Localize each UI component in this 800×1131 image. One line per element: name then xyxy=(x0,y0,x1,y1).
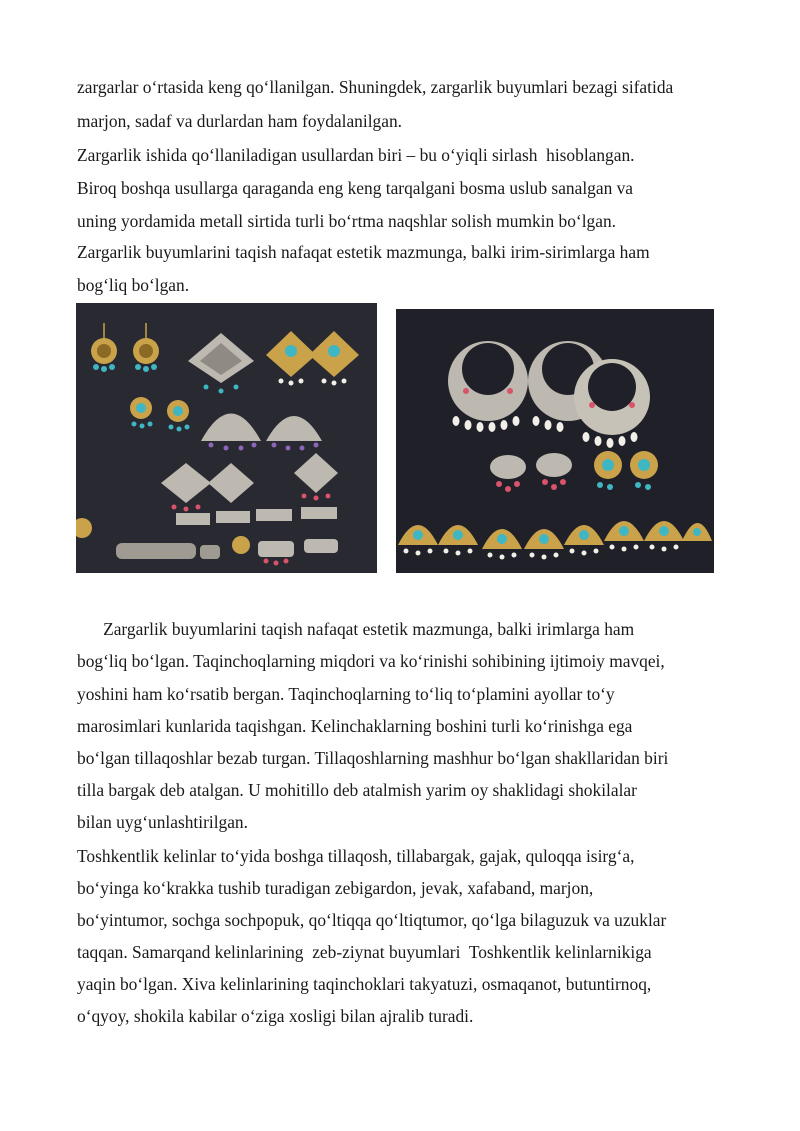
text-line: tilla bargak deb atalgan. U mohitillo deb atalmish yarim oy shaklidagi shokilalar xyxy=(77,780,637,800)
text-line: bo‘yintumor, sochga sochpopuk, qo‘ltiqqa qo‘ltiqtumor, qo‘lga bilaguzuk va uzuklar xyxy=(77,910,667,930)
text-line: bo‘yinga ko‘krakka tushib turadigan zebigardon, jevak, xafaband, marjon, xyxy=(77,878,594,898)
text-line: bilan uyg‘unlashtirilgan. xyxy=(77,812,248,832)
text-line: bog‘liq bo‘lgan. xyxy=(77,275,190,295)
earrings-photo-right xyxy=(396,309,714,573)
earrings-photo-left xyxy=(76,303,377,573)
text-line: Biroq boshqa usullarga qaraganda eng keng tarqalgani bosma uslub sanalgan va xyxy=(77,178,634,198)
text-line: uning yordamida metall sirtida turli bo‘rtma naqshlar solish mumkin bo‘lgan. xyxy=(77,211,617,231)
text-line: zargarlar o‘rtasida keng qo‘llanilgan. Shuningdek, zargarlik buyumlari bezagi sifatida xyxy=(77,77,674,97)
text-line: Zargarlik ishida qo‘llaniladigan usullardan biri – bu o‘yiqli sirlash hisoblangan. xyxy=(77,145,635,165)
text-line: o‘qyoy, shokila kabilar o‘ziga xosligi bilan ajralib turadi. xyxy=(77,1006,474,1026)
text-line: Toshkentlik kelinlar to‘yida boshga tillaqosh, tillabargak, gajak, quloqqa isirg‘a, xyxy=(77,846,635,866)
text-line: Zargarlik buyumlarini taqish nafaqat estetik mazmunga, balki irimlarga ham xyxy=(77,619,635,639)
text-line: marjon, sadaf va durlardan ham foydalanilgan. xyxy=(77,111,402,131)
text-line: Zargarlik buyumlarini taqish nafaqat estetik mazmunga, balki irim-sirimlarga ham xyxy=(77,242,650,262)
text-line: bog‘liq bo‘lgan. Taqinchoqlarning miqdori va ko‘rinishi sohibining ijtimoiy mavqei, xyxy=(77,651,665,671)
text-line: marosimlari kunlarida taqishgan. Kelinchaklarning boshini turli ko‘rinishga ega xyxy=(77,716,633,736)
text-line: yaqin bo‘lgan. Xiva kelinlarining taqinchoklari takyatuzi, osmaqanot, butuntirnoq, xyxy=(77,974,652,994)
text-line: yoshini ham ko‘rsatib bergan. Taqinchoqlarning to‘liq to‘plamini ayollar to‘y xyxy=(77,684,615,704)
text-line: taqqan. Samarqand kelinlarining zeb-ziynat buyumlari Toshkentlik kelinlarnikiga xyxy=(77,942,652,962)
text-line: bo‘lgan tillaqoshlar bezab turgan. Tillaqoshlarning mashhur bo‘lgan shakllaridan biri xyxy=(77,748,669,768)
